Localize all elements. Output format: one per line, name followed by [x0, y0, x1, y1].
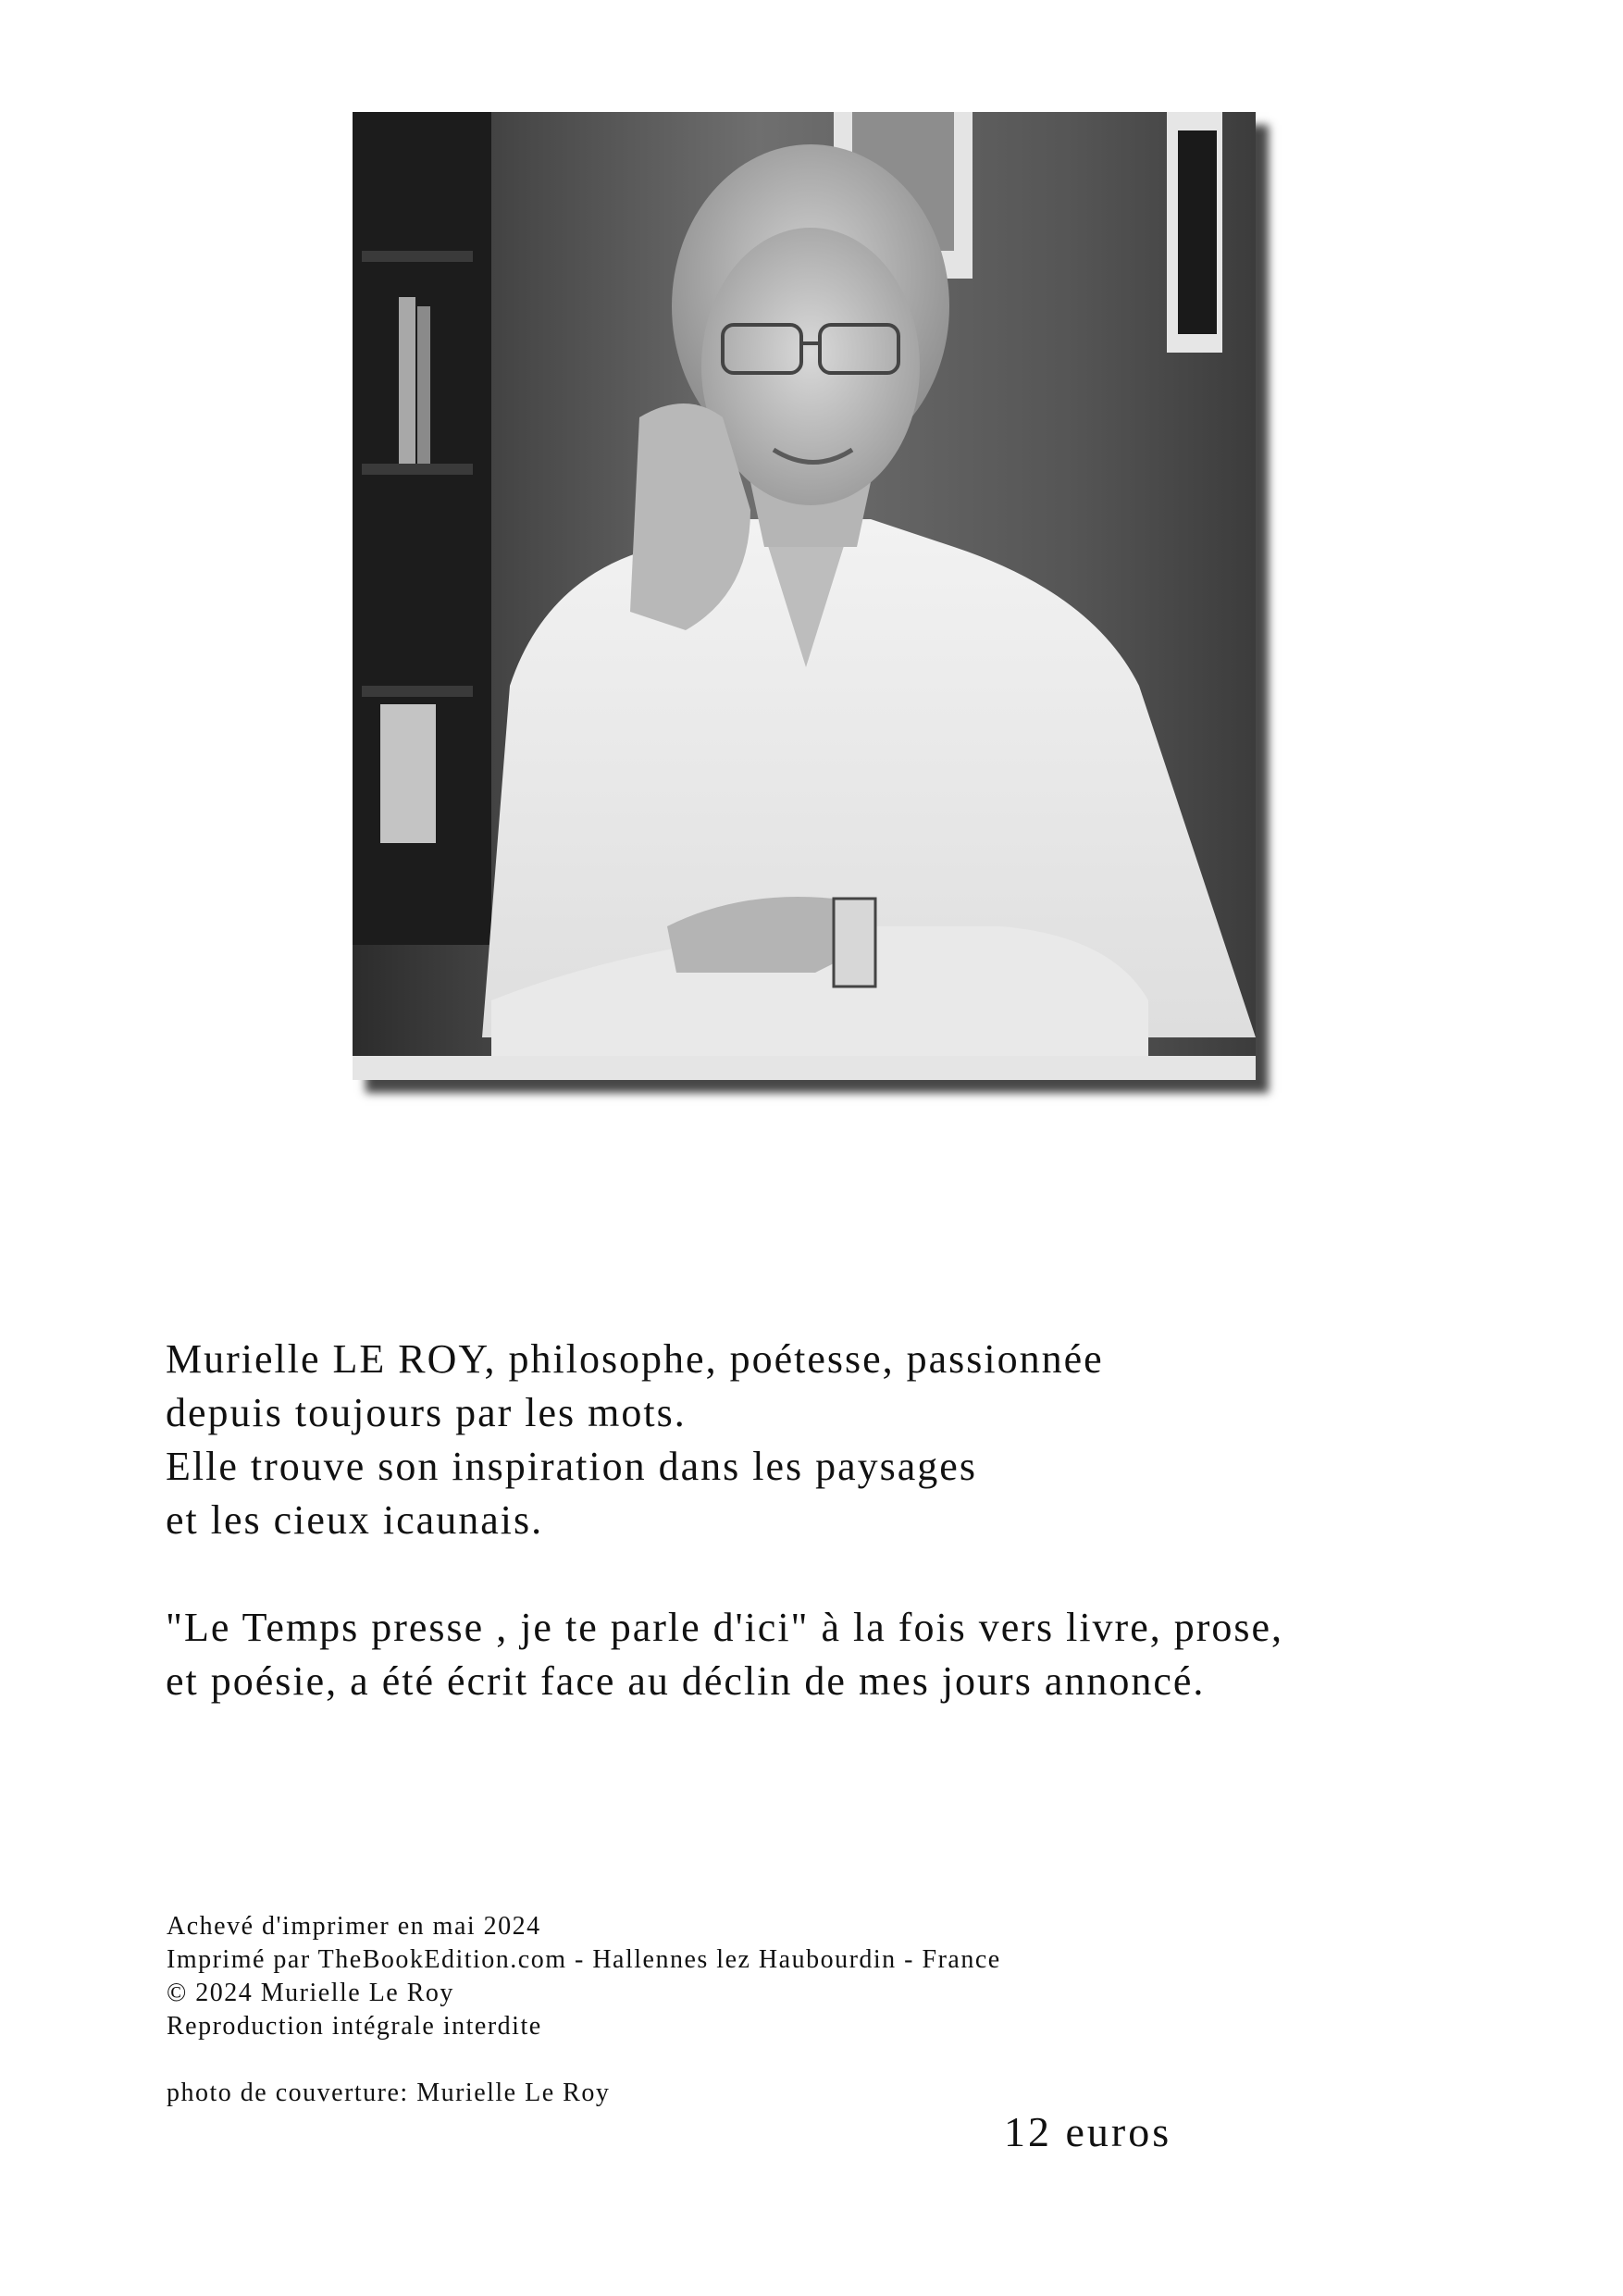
colophon	[167, 1910, 1092, 2110]
price-label: 12 euros	[1004, 2108, 1172, 2155]
bio-line: et les cieux icaunais.	[166, 1497, 544, 1543]
colophon-spacer	[167, 2043, 1092, 2077]
copyright-notice: © 2024 Murielle Le Roy	[167, 1979, 454, 2007]
portrait-image	[353, 112, 1256, 1080]
author-portrait-photo	[353, 112, 1256, 1080]
bio-line: Elle trouve son inspiration dans les paysages	[166, 1444, 977, 1489]
author-biography	[166, 1333, 1498, 1708]
book-description-line: et poésie, a été écrit face au déclin de mes jours annoncé.	[166, 1658, 1206, 1704]
paragraph-spacer	[166, 1547, 1498, 1601]
bio-line: depuis toujours par les mots.	[166, 1390, 687, 1435]
bio-line: Murielle LE ROY, philosophe, poétesse, passionnée	[166, 1336, 1104, 1382]
printer-info: Imprimé par TheBookEdition.com - Hallennes lez Haubourdin - France	[167, 1945, 1001, 1974]
book-description-line: "Le Temps presse , je te parle d'ici" à la fois vers livre, prose,	[166, 1605, 1284, 1650]
rights-notice: Reproduction intégrale interdite	[167, 2012, 542, 2041]
photo-credit: photo de couverture: Murielle Le Roy	[167, 2079, 611, 2107]
print-date: Achevé d'imprimer en mai 2024	[167, 1912, 541, 1941]
